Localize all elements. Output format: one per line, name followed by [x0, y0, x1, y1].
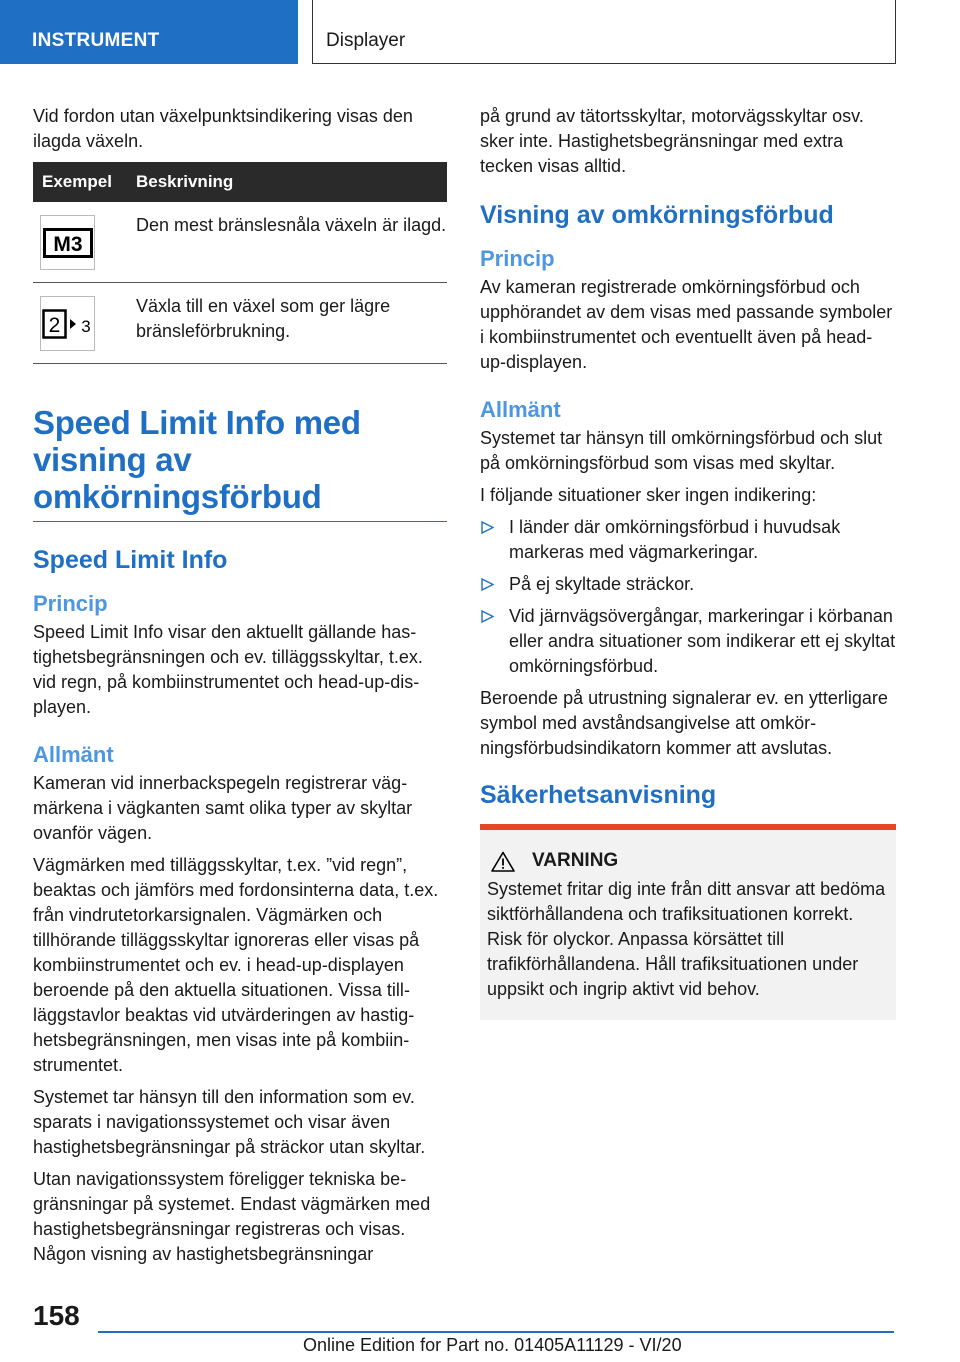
continued-paragraph: på grund av tätortsskyltar, motorvägsskyltar osv. sker inte. Hastighetsbegränsningar med extra tecken visas alltid. [480, 106, 864, 176]
section-heading-omkorningsforbud: Visning av omkörningsförbud [480, 201, 834, 229]
shift-2-to-3-icon [40, 296, 95, 351]
warning-title: VARNING [532, 850, 619, 871]
subheading-princip: Princip [480, 246, 555, 271]
table-row-description: Den mest bränslesnåla växeln är ilagd. [136, 215, 447, 235]
table-header [33, 162, 447, 202]
allmant-paragraph-2: I följande situationer sker ingen indikering: [480, 485, 817, 505]
gear-table [33, 162, 447, 364]
header-section-label: INSTRUMENT [32, 30, 160, 51]
allmant-paragraph-3: Beroende på utrustning signalerar ev. en ytterligare symbol med avståndsangivelse att omkörningsförbudsindikatorn kommer att avslutas. [480, 688, 888, 758]
table-header-description: Beskrivning [136, 172, 234, 191]
header-section-tab [0, 0, 298, 64]
header-chapter-box [312, 0, 896, 64]
subheading-allmant: Allmänt [480, 397, 561, 422]
warning-text: Systemet fritar dig inte från ditt ansvar att bedöma siktförhållandena och trafiksituationen korrekt. Risk för olyckor. Anpassa körsättet till trafikförhållandena. Håll trafiksituationen under uppsikt och ingrip aktivt vid behov. [487, 879, 886, 999]
list-item: På ej skyltade sträckor. [480, 572, 896, 597]
shift-from-text: 2 [48, 313, 60, 337]
triangle-bullet-icon [481, 521, 494, 534]
subheading-princip: Princip [33, 591, 108, 616]
header-chapter-label: Displayer [326, 30, 406, 51]
table-header-example: Exempel [42, 172, 112, 191]
warning-title-row [487, 850, 889, 872]
main-heading: Speed Limit Info med visning av omkörningsförbud [33, 404, 447, 522]
gear-m3-icon [40, 215, 95, 270]
table-row [33, 202, 447, 283]
warning-triangle-icon [491, 851, 515, 872]
princip-paragraph: Speed Limit Info visar den aktuellt gällande hastighetsbegränsningen och ev. tilläggsskyltar, t.ex. vid regn, på kombiinstrumentet och head-up-displayen. [33, 622, 423, 717]
list-item: Vid järnvägsövergångar, markeringar i körbanan eller andra situationer som indikerar ett ej skyltat omkörningsförbud. [480, 604, 896, 679]
allmant-paragraph-4: Utan navigationssystem föreligger tekniska begränsningar på systemet. Endast vägmärken med hastighetsbegränsningar registreras och visas. Någon visning av hastighetsbegränsningar [33, 1169, 431, 1264]
table-row-description: Växla till en växel som ger lägre bränsleförbrukning. [136, 296, 391, 341]
allmant-paragraph-3: Systemet tar hänsyn till den information som ev. sparats i navigationssystemet och visar även hastighetsbegränsningar på sträckor utan skyltar. [33, 1087, 426, 1157]
left-column [33, 104, 447, 1274]
situation-list [480, 515, 896, 679]
footer-edition: Online Edition for Part no. 01405A11129 - VI/20 [303, 1335, 682, 1355]
section-heading-sakerhetsanvisning: Säkerhetsanvisning [480, 781, 717, 809]
triangle-bullet-icon [481, 578, 494, 591]
triangle-bullet-icon [481, 610, 494, 623]
allmant-paragraph-2: Vägmärken med tilläggsskyltar, t.ex. ”vid regn”, beaktas och jämförs med fordonsinterna data, t.ex. från vindrutetorkarsignalen. Vägmärken och tillhörande tilläggsskyltar ignoreras eller visas på kombiinstrumentet och ev. i head-up-displayen beroende på den aktuella situationen. Vissa tillläggstavlor beaktas vid utvärderingen av hastighetsbegränsningen, men visas inte på kombiinstrumentet. [33, 855, 439, 1075]
allmant-paragraph-1: Systemet tar hänsyn till omkörningsförbud och slut på omkörningsförbud som visas med skyltar. [480, 428, 883, 473]
right-column [480, 104, 896, 1020]
list-item: I länder där omkörningsförbud i huvudsak markeras med vägmarkeringar. [480, 515, 896, 565]
page-number: 158 [33, 1300, 80, 1331]
section-heading-speed-limit-info: Speed Limit Info [33, 546, 228, 574]
princip-paragraph: Av kameran registrerade omkörningsförbud och upphörandet av dem visas med passande symboler i kombiinstrumentet och eventuellt även på head-up-displayen. [480, 277, 893, 372]
table-row [33, 283, 447, 364]
warning-box [480, 824, 896, 1020]
gear-m3-text: M3 [52, 232, 83, 256]
footer-divider [98, 1331, 894, 1333]
allmant-paragraph-1: Kameran vid innerbackspegeln registrerar vägmärkena i vägkanten samt olika typer av skyltar ovanför vägen. [33, 773, 413, 843]
shift-to-text: 3 [80, 316, 91, 336]
subheading-allmant: Allmänt [33, 742, 114, 767]
intro-paragraph: Vid fordon utan växelpunktsindikering visas den ilagda växeln. [33, 106, 413, 151]
